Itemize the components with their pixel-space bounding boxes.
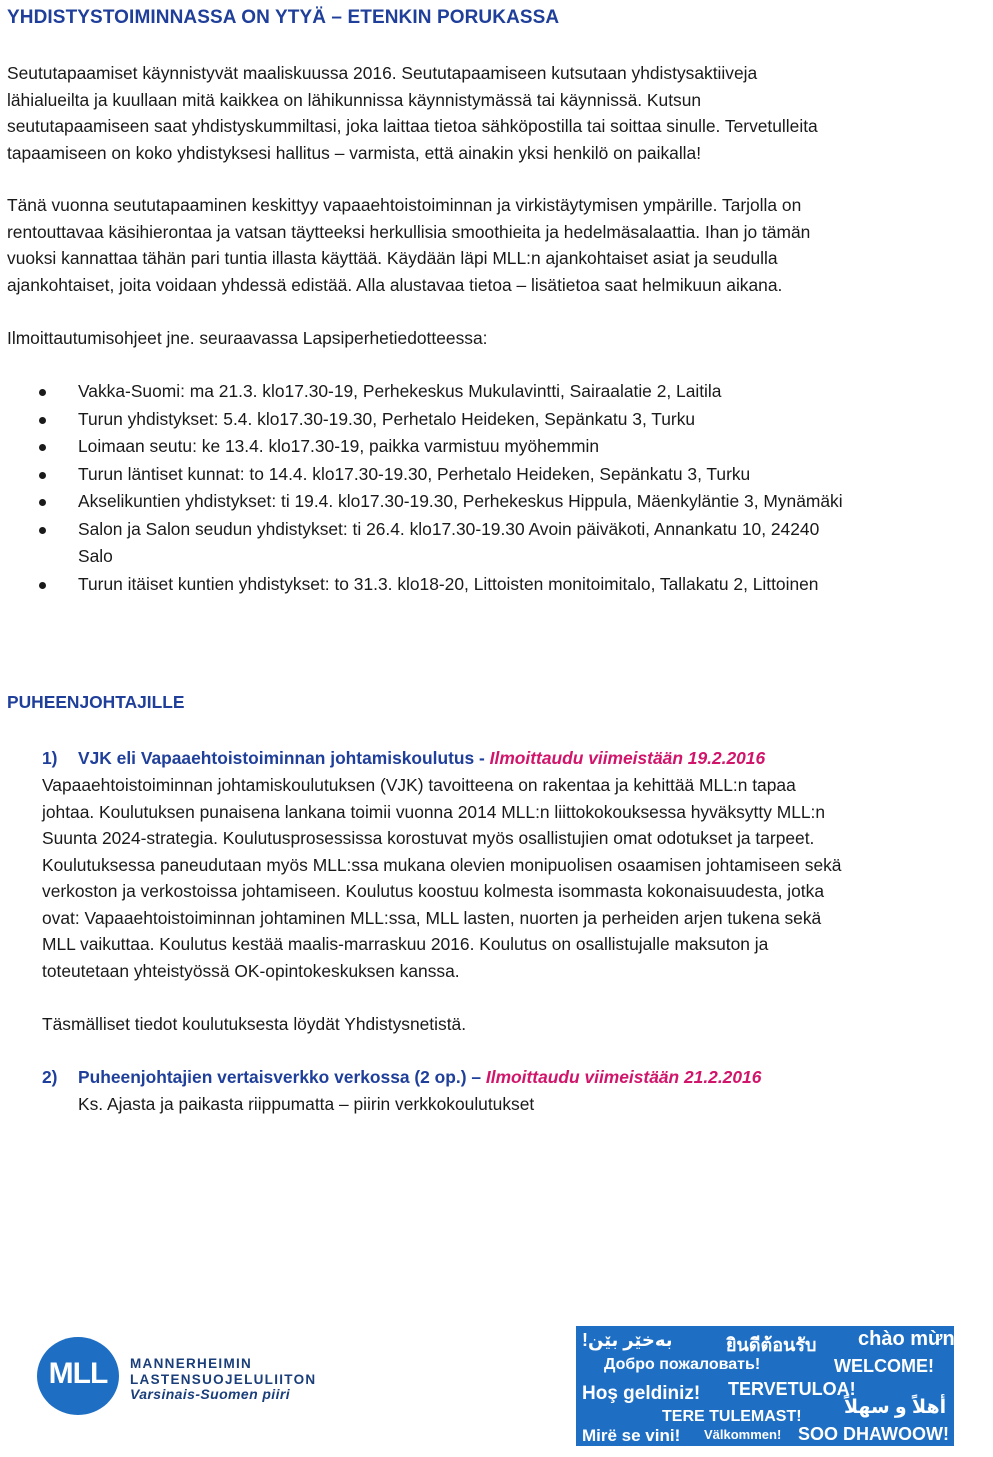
list-item [0,488,960,516]
bullet-icon [39,499,46,506]
text-line: tapaamiseen on koko yhdistyksesi hallitus – varmista, että ainakin yksi henkilö on paikalla! [7,142,702,163]
welcome-word: ยินดีต้อนรับ [726,1335,817,1355]
page-title: YHDISTYSTOIMINNASSA ON YTYÄ – ETENKIN PORUKASSA [7,7,560,28]
item-1-body [42,772,957,984]
welcome-word: Välkommen! [704,1427,782,1442]
text-line: rentouttavaa käsihierontaa ja vatsan täytteeksi herkullisia smoothieita ja hedelmäsalaattia. Ihan jo tämän [7,221,811,242]
welcome-word: Добро пожаловать! [604,1356,761,1373]
text-line: Seututapaamiset käynnistyvät maaliskuussa 2016. Seututapaamiseen kutsutaan yhdistysaktiiveja [7,63,758,83]
list-item [0,433,960,461]
logo-mark-text: MLL [48,1357,108,1390]
welcome-word: Hoş geldiniz! [582,1383,701,1404]
welcome-word: SOO DHAWOOW! [798,1424,949,1444]
mll-logo [37,1337,317,1417]
welcome-word: Mirë se vini! [582,1426,681,1445]
event-text: Loimaan seutu: ke 13.4. klo17.30-19, paikka varmistuu myöhemmin [78,436,600,456]
text-line: johtaa. Koulutuksen punaisena lankana toimii vuonna 2014 MLL:n liittokokouksessa hyväksytty MLL:n [42,801,826,822]
text-line: toteutetaan yhteistyössä OK-opintokeskuksen kanssa. [42,960,460,981]
item-2-title [42,1064,957,1091]
event-text: Akselikuntien yhdistykset: ti 19.4. klo17.30-19.30, Perhekeskus Hippula, Mäenkyläntie 3, Mynämäki [78,491,843,511]
bullet-icon [39,444,46,451]
welcome-word: TERE TULEMAST! [662,1408,802,1425]
deadline-text: Ilmoittaudu viimeistään 21.2.2016 [485,1067,762,1087]
bullet-icon [39,417,46,424]
welcome-word: أهلاً و سهلاً [844,1397,947,1418]
welcome-word: WELCOME! [834,1356,934,1376]
list-item [0,461,960,489]
welcome-word: TERVETULOA! [728,1379,856,1399]
deadline-text: Ilmoittaudu viimeistään 19.2.2016 [489,748,766,768]
text-line: ovat: Vapaaehtoistoiminnan johtaminen MLL:ssa, MLL lasten, nuorten ja perheiden arjen tukena sekä [42,907,822,928]
intro-paragraph [7,60,952,166]
logo-line: LASTENSUOJELULIITON [130,1371,317,1387]
event-list [0,378,960,598]
welcome-word: chào mừng [858,1328,967,1350]
logo-wordmark [130,1356,316,1403]
item-number: 1) [42,748,58,768]
bullet-icon [39,527,46,534]
text-line: MLL vaikuttaa. Koulutus kestää maalis-marraskuu 2016. Koulutus on osallistujalle maksuton ja [42,934,769,954]
event-text: Vakka-Suomi: ma 21.3. klo17.30-19, Perhekeskus Mukulavintti, Sairaalatie 2, Laitila [78,381,722,401]
list-item [0,378,960,406]
logo-line: MANNERHEIMIN [130,1356,253,1371]
text-line: verkoston ja verkostoissa johtamiseen. Koulutus koostuu kolmesta isommasta kokonaisuudesta, jotka [42,881,825,901]
bullet-icon [39,472,46,479]
bullet-icon [39,389,46,396]
text-line: lähialueilta ja kuullaan mitä kaikkea on lähikunnissa käynnistymässä tai käynnissä. Kutsun [7,89,702,110]
event-text: Turun itäiset kuntien yhdistykset: to 31.3. klo18-20, Littoisten monitoimitalo, Tallakatu 2, Littoinen [78,573,819,594]
list-item [0,406,960,434]
event-text: Turun yhdistykset: 5.4. klo17.30-19.30, Perhetalo Heideken, Sepänkatu 3, Turku [78,408,696,429]
item-1-note: Täsmälliset tiedot koulutuksesta löydät Yhdistysnetistä. [42,1014,467,1034]
bullet-icon [39,582,46,589]
text-line: Koulutuksessa paneudutaan myös MLL:ssa mukana olevien monipuolisen osaamisen johtamiseen sekä [42,854,842,875]
event-text: Salon ja Salon seudun yhdistykset: ti 26.4. klo17.30-19.30 Avoin päiväkoti, Annankatu 10, 24240 [78,518,820,539]
list-item [0,571,960,599]
logo-line: Varsinais-Suomen piiri [130,1386,290,1402]
logo-mark [37,1337,119,1415]
item-title: Puheenjohtajien vertaisverkko verkossa (2 op.) – [78,1067,482,1087]
theme-paragraph [7,192,952,298]
item-1-title [42,745,957,772]
text-line: Suunta 2024-strategia. Koulutusprosessissa korostuvat myös osallistujien omat odotukset ja tarpeet. [42,828,815,848]
text-line: Tänä vuonna seututapaaminen keskittyy vapaaehtoistoiminnan ja virkistäytymisen ympärille. Tarjolla on [7,195,802,215]
welcome-banner [576,1326,967,1446]
item-number: 2) [42,1067,58,1087]
text-line: ajankohtaiset, joita voidaan yhdessä edistää. Alla alustavaa tietoa – lisätietoa saat helmikuun aikana. [7,274,783,295]
welcome-word: !بەخێر بێن [582,1330,673,1350]
text-line: Vapaaehtoistoiminnan johtamiskoulutuksen (VJK) tavoitteena on rakentaa ja kehittää MLL:n tapaa [42,775,796,795]
event-text-continued: Salo [78,546,113,566]
text-line: vuoksi kannattaa tähän pari tuntia illasta käyttää. Käydään läpi MLL:n ajankohtaiset asiat ja seudulla [7,248,778,268]
item-2-body: Ks. Ajasta ja paikasta riippumatta – piirin verkkokoulutukset [78,1094,535,1114]
item-title: VJK eli Vapaaehtoistoiminnan johtamiskoulutus - [78,748,485,768]
event-text: Turun läntiset kunnat: to 14.4. klo17.30-19.30, Perhetalo Heideken, Sepänkatu 3, Turku [78,463,751,484]
registration-note: Ilmoittautumisohjeet jne. seuraavassa Lapsiperhetiedotteessa: [7,328,488,348]
list-item [0,516,960,571]
section-heading: PUHEENJOHTAJILLE [7,692,185,712]
text-line: seututapaamiseen saat yhdistyskummiltasi, joka laittaa tietoa sähköpostilla tai soittaa sinulle. Tervetulleita [7,116,818,136]
